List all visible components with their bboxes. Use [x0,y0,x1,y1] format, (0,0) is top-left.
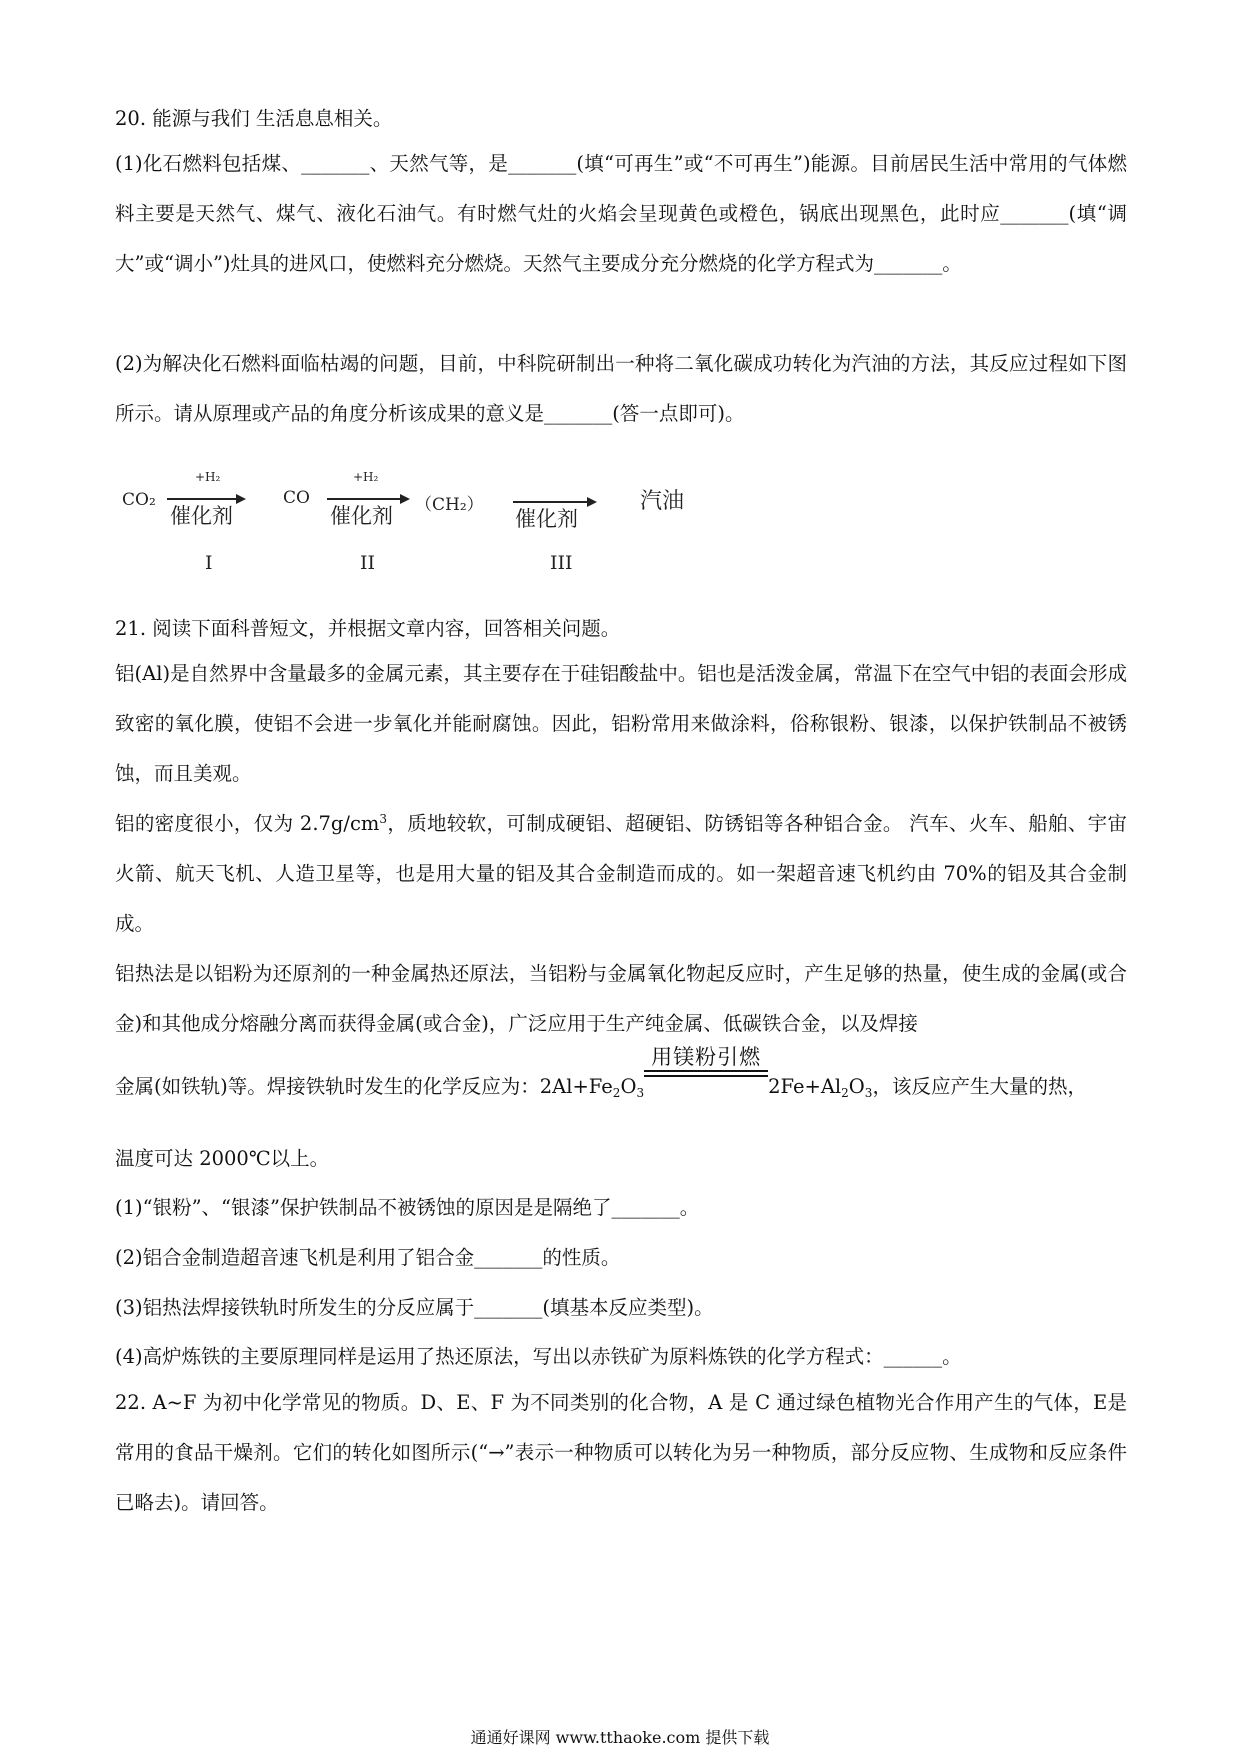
arrow-head-3 [587,497,597,507]
species-ch2: （CH₂） [415,495,484,515]
q20-part1: (1)化石燃料包括煤、_______、天然气等，是_______(填“可再生”或“不可再生”)能源。目前居民生活中常用的气体燃料主要是天然气、煤气、液化石油气。有时燃气灶的火焰会呈现黄色或橙色，锅底出现黑色，此时应_______(填“调大”或“调小”)灶具的进风口，使燃料充分燃烧。天然气主要成分充分燃烧的化学方程式为_______。 [115,152,1127,275]
catalyst-2: 催化剂 [330,504,393,528]
q20-part2: (2)为解决化石燃料面临枯竭的问题，目前，中科院研制出一种将二氧化碳成功转化为汽油的方法，其反应过程如下图所示。请从原理或产品的角度分析该成果的意义是_______(答一点即可)。 [115,352,1127,425]
reagent-h2-2: +H₂ [353,470,379,484]
species-co: CO [283,488,310,508]
q21-sub1: (1)“银粉”、“银漆”保护铁制品不被锈蚀的原因是是隔绝了_______。 [115,1196,700,1219]
catalyst-3: 催化剂 [515,507,578,531]
sub-o3: 3 [636,1086,645,1100]
species-co2: CO₂ [122,490,156,510]
oxygen-1: O [620,1075,637,1098]
catalyst-1: 催化剂 [170,504,233,528]
footer-credit: 通通好课网 www.tthaoke.com 提供下载 [470,1728,770,1747]
reaction-condition [644,1044,768,1098]
q21-sub2: (2)铝合金制造超音速飞机是利用了铝合金_______的性质。 [115,1246,621,1269]
q21-sub3: (3)铝热法焊接铁轨时所发生的分反应属于_______(填基本反应类型)。 [115,1296,714,1319]
sub-o3-2: 3 [864,1086,873,1100]
sub-fe2: 2 [612,1086,621,1100]
q21-para1: 铝(Al)是自然界中含量最多的金属元素，其主要存在于硅铝酸盐中。铝也是活泼金属，常温下在空气中铝的表面会形成致密的氧化膜，使铝不会进一步氧化并能耐腐蚀。因此，铝粉常用来做涂料，俗称银粉、银漆，以保护铁制品不被锈蚀，而且美观。 [115,662,1127,785]
equation-right: 2Fe+Al [768,1075,842,1098]
step-label-2: II [360,552,376,574]
q21-sub4: (4)高炉炼铁的主要原理同样是运用了热还原法，写出以赤铁矿为原料炼铁的化学方程式：______。 [115,1345,962,1368]
reagent-h2-1: +H₂ [195,470,221,484]
step-label-1: I [205,552,213,574]
q20-title: 20. 能源与我们 生活息息相关。 [115,107,393,130]
q21-para2 [115,799,1127,949]
reaction-condition-text: 用镁粉引燃 [651,1044,762,1069]
sub-al2: 2 [841,1086,849,1100]
equals-bar-top [644,1070,768,1072]
q21-para2-b: ，质地较软，可制成硬铝、超硬铝、防锈铝等各种铝合金。 汽车、火车、船舶、宇宙火箭、航天飞机、人造卫星等，也是用大量的铝及其合金制造而成的。如一架超音速飞机约由 70%的铝及其合金制成。 [115,812,1127,935]
arrow-head-1 [236,494,246,504]
reaction-scheme [115,470,735,580]
q21-para4: 温度可达 2000℃以上。 [115,1147,330,1170]
q21-title: 21. 阅读下面科普短文，并根据文章内容，回答相关问题。 [115,617,621,640]
step-label-3: III [550,552,573,574]
unit-superscript: 3 [379,812,388,826]
thermite-equation-line [115,1044,1127,1102]
equals-bar-bottom [644,1075,768,1077]
species-gasoline: 汽油 [640,489,685,514]
q22-text: 22. A~F 为初中化学常见的物质。D、E、F 为不同类别的化合物，A 是 C 通过绿色植物光合作用产生的气体，E是常用的食品干燥剂。它们的转化如图所示(“→”表示一种物质可以转化为另一种物质，部分反应物、生成物和反应条件已略去)。请回答。 [115,1391,1127,1514]
q21-para3: 铝热法是以铝粉为还原剂的一种金属热还原法，当铝粉与金属氧化物起反应时，产生足够的热量，使生成的金属(或合金)和其他成分熔融分离而获得金属(或合金)，广泛应用于生产纯金属、低碳铁合金，以及焊接 [115,962,1127,1035]
q21-para2-a: 铝的密度很小，仅为 2.7g/cm [115,812,380,835]
arrow-head-2 [400,494,410,504]
oxygen-2: O [848,1075,865,1098]
equation-left: 金属(如铁轨)等。焊接铁轨时发生的化学反应为：2Al+Fe [115,1075,613,1098]
equation-suffix: ，该反应产生大量的热， [872,1075,1087,1098]
